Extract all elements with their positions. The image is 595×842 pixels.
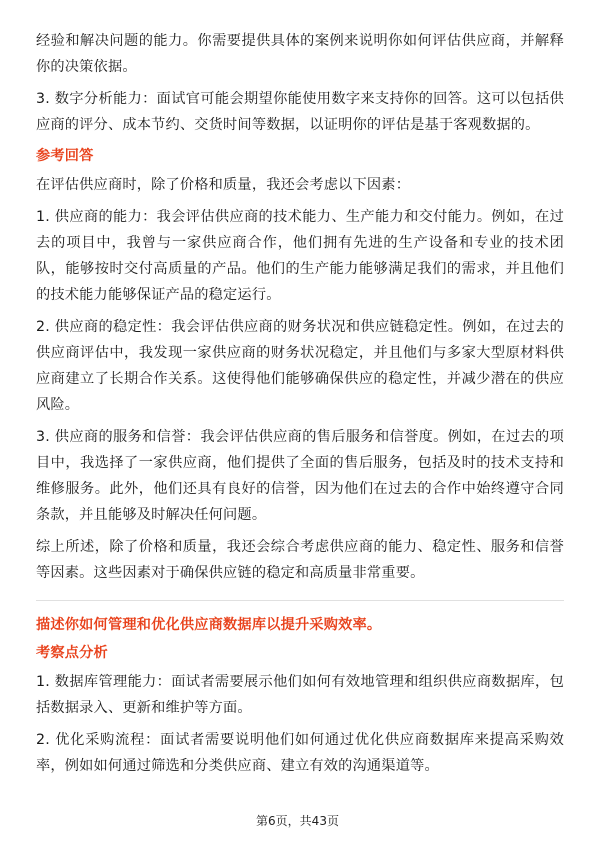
- paragraph-service: 3. 供应商的服务和信誉：我会评估供应商的售后服务和信誉度。例如，在过去的项目中，我选择了一家供应商，他们提供了全面的售后服务，包括及时的技术支持和维修服务。此外，他们还具有良好的信誉，因为他们在过去的合作中始终遵守合同条款，并且能够及时解决任何问题。: [36, 429, 564, 523]
- paragraph-optimize-process: 2. 优化采购流程：面试者需要说明他们如何通过优化供应商数据库来提高采购效率，例如如何通过筛选和分类供应商、建立有效的沟通渠道等。: [36, 732, 564, 774]
- paragraph-numeric-analysis: 3. 数字分析能力：面试官可能会期望你能使用数字来支持你的回答。这可以包括供应商的评分、成本节约、交货时间等数据，以证明你的评估是基于客观数据的。: [36, 91, 564, 133]
- paragraph-intro: 在评估供应商时，除了价格和质量，我还会考虑以下因素：: [36, 177, 411, 193]
- paragraph-stability: 2. 供应商的稳定性：我会评估供应商的财务状况和供应链稳定性。例如，在过去的供应商评估中，我发现一家供应商的财务状况稳定，并且他们与多家大型原材料供应商建立了长期合作关系。这使得他们能够确保供应的稳定性，并减少潜在的供应风险。: [36, 319, 564, 413]
- document-body: [36, 28, 564, 785]
- paragraph-continued: 经验和解决问题的能力。你需要提供具体的案例来说明你如何评估供应商，并解释你的决策依据。: [36, 33, 564, 75]
- paragraph-capability: 1. 供应商的能力：我会评估供应商的技术能力、生产能力和交付能力。例如，在过去的项目中，我曾与一家供应商合作，他们拥有先进的生产设备和专业的技术团队，能够按时交付高质量的产品。他们的生产能力能够满足我们的需求，并且他们的技术能力能够保证产品的稳定运行。: [36, 209, 564, 303]
- paragraph-summary: 综上所述，除了价格和质量，我还会综合考虑供应商的能力、稳定性、服务和信誉等因素。这些因素对于确保供应链的稳定和高质量非常重要。: [36, 539, 564, 581]
- page-number: 第6页，共43页: [256, 814, 339, 828]
- reference-answer-heading: 参考回答: [36, 148, 94, 164]
- section-divider: [36, 600, 564, 601]
- paragraph-db-management: 1. 数据库管理能力：面试者需要展示他们如何有效地管理和组织供应商数据库，包括数据录入、更新和维护等方面。: [36, 674, 564, 716]
- analysis-heading: 考察点分析: [36, 645, 108, 661]
- question-heading: 描述你如何管理和优化供应商数据库以提升采购效率。: [36, 617, 382, 633]
